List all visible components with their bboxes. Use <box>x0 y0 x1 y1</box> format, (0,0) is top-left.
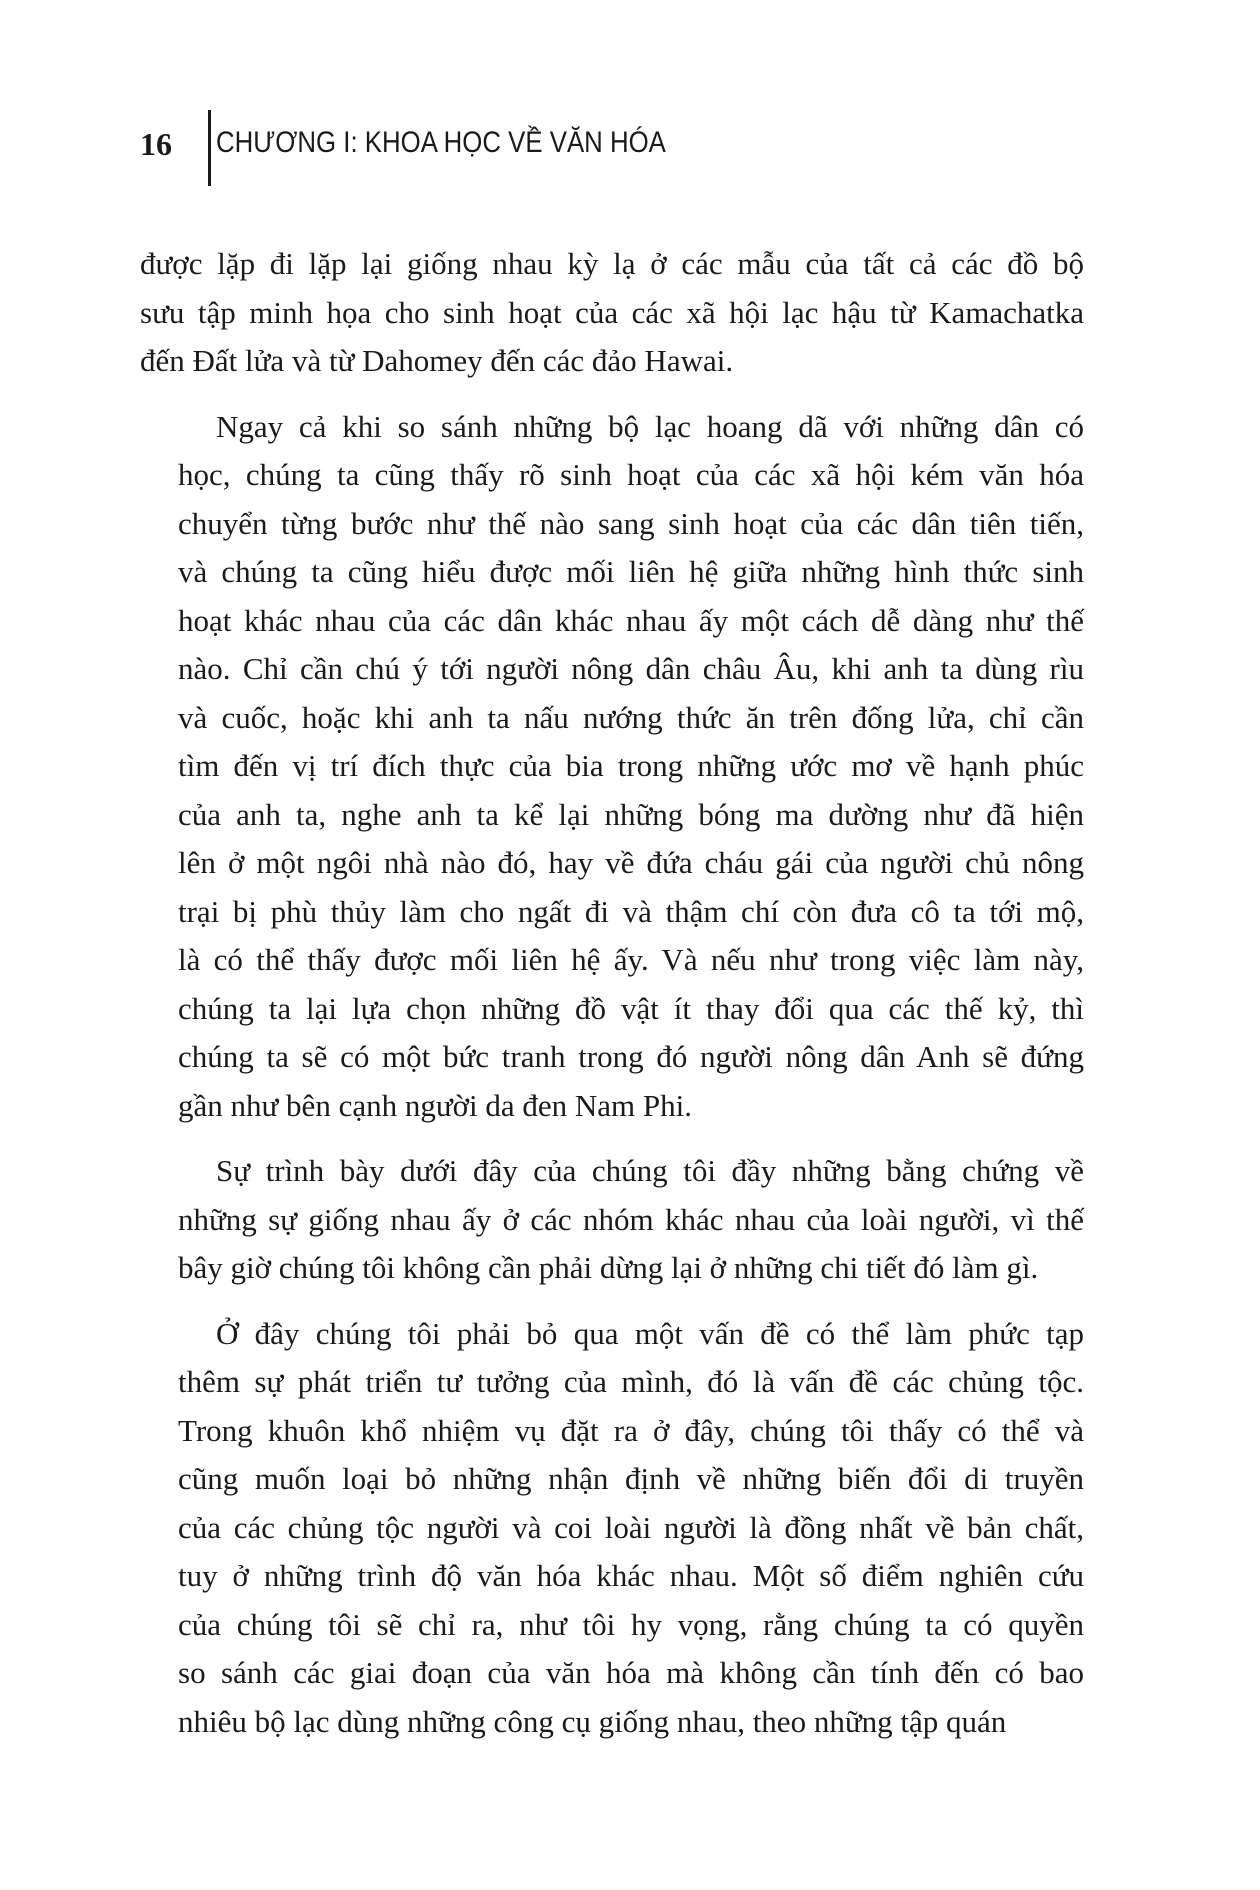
body-text <box>140 240 1084 1763</box>
paragraph <box>140 1147 1084 1293</box>
page-number: 16 <box>140 126 172 162</box>
text-line: tìm đến vị trí đích thực của bia trong những ước mơ về hạnh phúc <box>178 748 1084 783</box>
text-line: lên ở một ngôi nhà nào đó, hay về đứa cháu gái của người chủ nông <box>178 845 1084 880</box>
text-line: gần như bên cạnh người da đen Nam Phi. <box>178 1087 693 1123</box>
text-line: thêm sự phát triển tư tưởng của mình, đó là vấn đề các chủng tộc. <box>178 1364 1084 1399</box>
text-line: chuyển từng bước như thế nào sang sinh hoạt của các dân tiên tiến, <box>178 505 1084 541</box>
header-divider <box>208 110 211 186</box>
text-line: Sự trình bày dưới đây của chúng tôi đầy những bằng chứng về <box>216 1153 1084 1188</box>
text-line: của các chủng tộc người và coi loài người là đồng nhất về bản chất, <box>178 1509 1084 1545</box>
text-line: Ngay cả khi so sánh những bộ lạc hoang dã với những dân có <box>216 408 1084 444</box>
text-line: Trong khuôn khổ nhiệm vụ đặt ra ở đây, chúng tôi thấy có thể và <box>178 1412 1084 1448</box>
paragraph <box>140 1310 1084 1747</box>
chapter-title: CHƯƠNG I: KHOA HỌC VỀ VĂN HÓA <box>216 126 666 159</box>
text-line: là có thể thấy được mối liên hệ ấy. Và nếu như trong việc làm này, <box>178 942 1084 977</box>
text-line: những sự giống nhau ấy ở các nhóm khác nhau của loài người, vì thế <box>178 1201 1084 1237</box>
text-line: chúng ta sẽ có một bức tranh trong đó người nông dân Anh sẽ đứng <box>178 1039 1084 1074</box>
text-line: và cuốc, hoặc khi anh ta nấu nướng thức ăn trên đống lửa, chỉ cần <box>178 699 1084 735</box>
text-line: bây giờ chúng tôi không cần phải dừng lại ở những chi tiết đó làm gì. <box>178 1250 1039 1285</box>
text-line: cũng muốn loại bỏ những nhận định về những biến đổi di truyền <box>178 1461 1084 1496</box>
text-line: chúng ta lại lựa chọn những đồ vật ít thay đổi qua các thế kỷ, thì <box>178 990 1084 1026</box>
text-line: tuy ở những trình độ văn hóa khác nhau. Một số điểm nghiên cứu <box>178 1558 1084 1593</box>
text-line: của chúng tôi sẽ chỉ ra, như tôi hy vọng, rằng chúng ta có quyền <box>178 1606 1084 1642</box>
text-line: và chúng ta cũng hiểu được mối liên hệ giữa những hình thức sinh <box>178 554 1084 589</box>
text-line: nào. Chỉ cần chú ý tới người nông dân châu Âu, khi anh ta dùng rìu <box>178 651 1084 686</box>
text-line: Ở đây chúng tôi phải bỏ qua một vấn đề có thể làm phức tạp <box>216 1315 1084 1351</box>
text-line: so sánh các giai đoạn của văn hóa mà không cần tính đến có bao <box>178 1655 1084 1690</box>
text-line: nhiêu bộ lạc dùng những công cụ giống nhau, theo những tập quán <box>178 1703 1007 1739</box>
text-line: được lặp đi lặp lại giống nhau kỳ lạ ở các mẫu của tất cả các đồ bộ <box>140 246 1084 281</box>
text-line: trại bị phù thủy làm cho ngất đi và thậm chí còn đưa cô ta tới mộ, <box>178 893 1084 929</box>
text-line: của anh ta, nghe anh ta kể lại những bóng ma dường như đã hiện <box>178 796 1084 832</box>
text-line: sưu tập minh họa cho sinh hoạt của các xã hội lạc hậu từ Kamachatka <box>140 294 1084 330</box>
paragraph <box>140 403 1084 1131</box>
text-line: học, chúng ta cũng thấy rõ sinh hoạt của các xã hội kém văn hóa <box>178 457 1084 492</box>
text-line: đến Đất lửa và từ Dahomey đến các đảo Hawai. <box>140 343 734 378</box>
text-line: hoạt khác nhau của các dân khác nhau ấy một cách dễ dàng như thế <box>178 602 1084 638</box>
paragraph <box>140 240 1084 386</box>
